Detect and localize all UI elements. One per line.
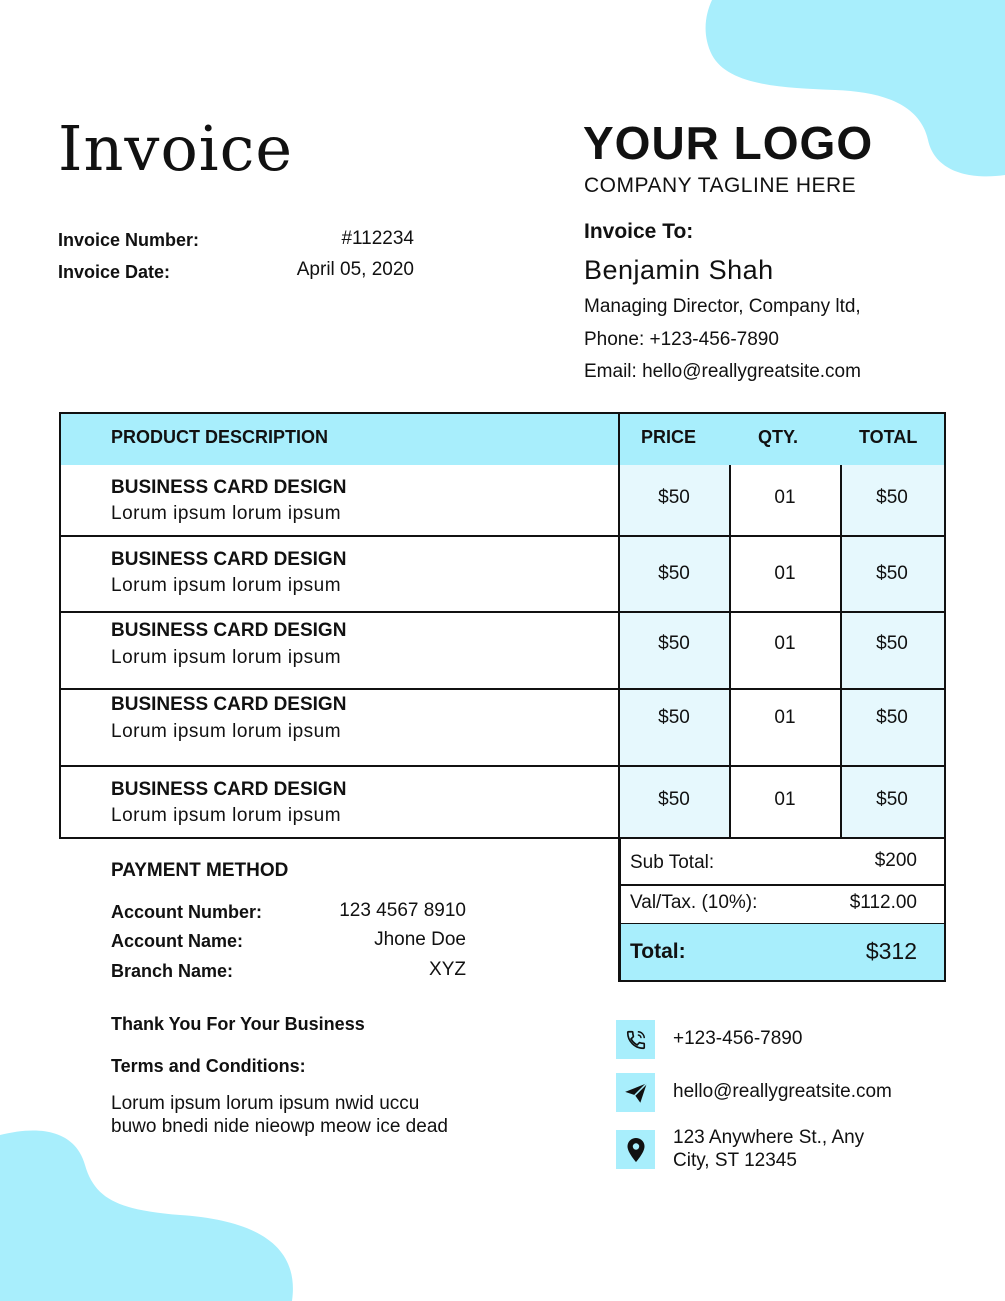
client-phone: Phone: +123-456-7890: [584, 329, 779, 350]
location-pin-icon: [616, 1130, 655, 1169]
row-title: BUSINESS CARD DESIGN: [111, 779, 347, 800]
address-line: City, ST 12345: [673, 1150, 797, 1171]
payment-method-title: PAYMENT METHOD: [111, 860, 289, 881]
row-title: BUSINESS CARD DESIGN: [111, 620, 347, 641]
header-price: PRICE: [641, 427, 697, 447]
table-left-border: [59, 412, 61, 838]
row-divider: [59, 535, 945, 537]
summary-left-border: [619, 838, 621, 981]
thank-you-note: Thank You For Your Business: [111, 1014, 365, 1034]
terms-line: buwo bnedi nide nieowp meow ice dead: [111, 1116, 448, 1137]
send-icon: [616, 1073, 655, 1112]
row-price: $50: [658, 633, 690, 654]
summary-right-border: [944, 838, 946, 981]
account-name-value: Jhone Doe: [374, 929, 466, 950]
row-qty: 01: [774, 707, 796, 728]
total-value: $312: [865, 938, 917, 964]
table-top-border: [59, 412, 945, 414]
row-total: $50: [876, 633, 908, 654]
invoice-number-value: #112234: [341, 228, 414, 249]
invoice-date-value: April 05, 2020: [296, 259, 414, 280]
header-total: TOTAL: [859, 427, 918, 447]
tax-label: Val/Tax. (10%):: [630, 892, 758, 913]
row-total: $50: [876, 563, 908, 584]
row-divider: [59, 765, 945, 767]
row-subtitle: Lorum ipsum lorum ipsum: [111, 721, 342, 742]
row-qty: 01: [774, 563, 796, 584]
client-email: Email: hello@reallygreatsite.com: [584, 361, 861, 382]
terms-text: [111, 1092, 531, 1138]
row-price: $50: [658, 789, 690, 810]
row-title: BUSINESS CARD DESIGN: [111, 477, 347, 498]
contact-address: [673, 1126, 864, 1172]
row-qty: 01: [774, 633, 796, 654]
row-total: $50: [876, 487, 908, 508]
terms-line: Lorum ipsum lorum ipsum nwid uccu: [111, 1093, 420, 1114]
invoice-date-label: Invoice Date:: [58, 262, 171, 282]
company-tagline: COMPANY TAGLINE HERE: [584, 174, 857, 197]
bottom-left-blob: [0, 1125, 300, 1301]
branch-name-label: Branch Name:: [111, 961, 234, 981]
invoice-number-label: Invoice Number:: [58, 230, 200, 250]
subtotal-value: $200: [874, 850, 917, 871]
row-subtitle: Lorum ipsum lorum ipsum: [111, 503, 342, 524]
tax-row: [619, 885, 945, 923]
row-subtitle: Lorum ipsum lorum ipsum: [111, 647, 342, 668]
invoice-to-label: Invoice To:: [584, 220, 694, 243]
subtotal-row: [619, 838, 945, 884]
row-qty: 01: [774, 789, 796, 810]
contact-phone[interactable]: +123-456-7890: [673, 1028, 803, 1049]
row-title: BUSINESS CARD DESIGN: [111, 549, 347, 570]
total-label: Total:: [630, 940, 686, 963]
address-line: 123 Anywhere St., Any: [673, 1127, 865, 1148]
page-title: Invoice: [58, 112, 294, 185]
header-qty: QTY.: [758, 427, 799, 447]
row-subtitle: Lorum ipsum lorum ipsum: [111, 805, 342, 826]
terms-label: Terms and Conditions:: [111, 1056, 306, 1076]
account-name-label: Account Name:: [111, 931, 244, 951]
row-price: $50: [658, 563, 690, 584]
client-position: Managing Director, Company ltd,: [584, 296, 861, 317]
account-number-label: Account Number:: [111, 902, 263, 922]
row-title: BUSINESS CARD DESIGN: [111, 694, 347, 715]
row-qty: 01: [774, 487, 796, 508]
company-logo: YOUR LOGO: [583, 117, 874, 169]
row-price: $50: [658, 487, 690, 508]
table-header: [59, 412, 945, 465]
subtotal-label: Sub Total:: [630, 852, 715, 873]
row-total: $50: [876, 789, 908, 810]
tax-value: $112.00: [849, 892, 917, 913]
row-total: $50: [876, 707, 908, 728]
contact-email[interactable]: hello@reallygreatsite.com: [673, 1081, 892, 1102]
account-number-value: 123 4567 8910: [339, 900, 466, 921]
row-divider: [59, 611, 945, 613]
phone-icon: [616, 1020, 655, 1059]
header-description: PRODUCT DESCRIPTION: [111, 427, 329, 447]
row-divider: [59, 688, 945, 690]
summary-bottom-border: [619, 980, 946, 982]
branch-name-value: XYZ: [429, 959, 466, 980]
total-row: [619, 924, 945, 980]
row-subtitle: Lorum ipsum lorum ipsum: [111, 575, 342, 596]
row-price: $50: [658, 707, 690, 728]
client-name: Benjamin Shah: [584, 255, 774, 285]
